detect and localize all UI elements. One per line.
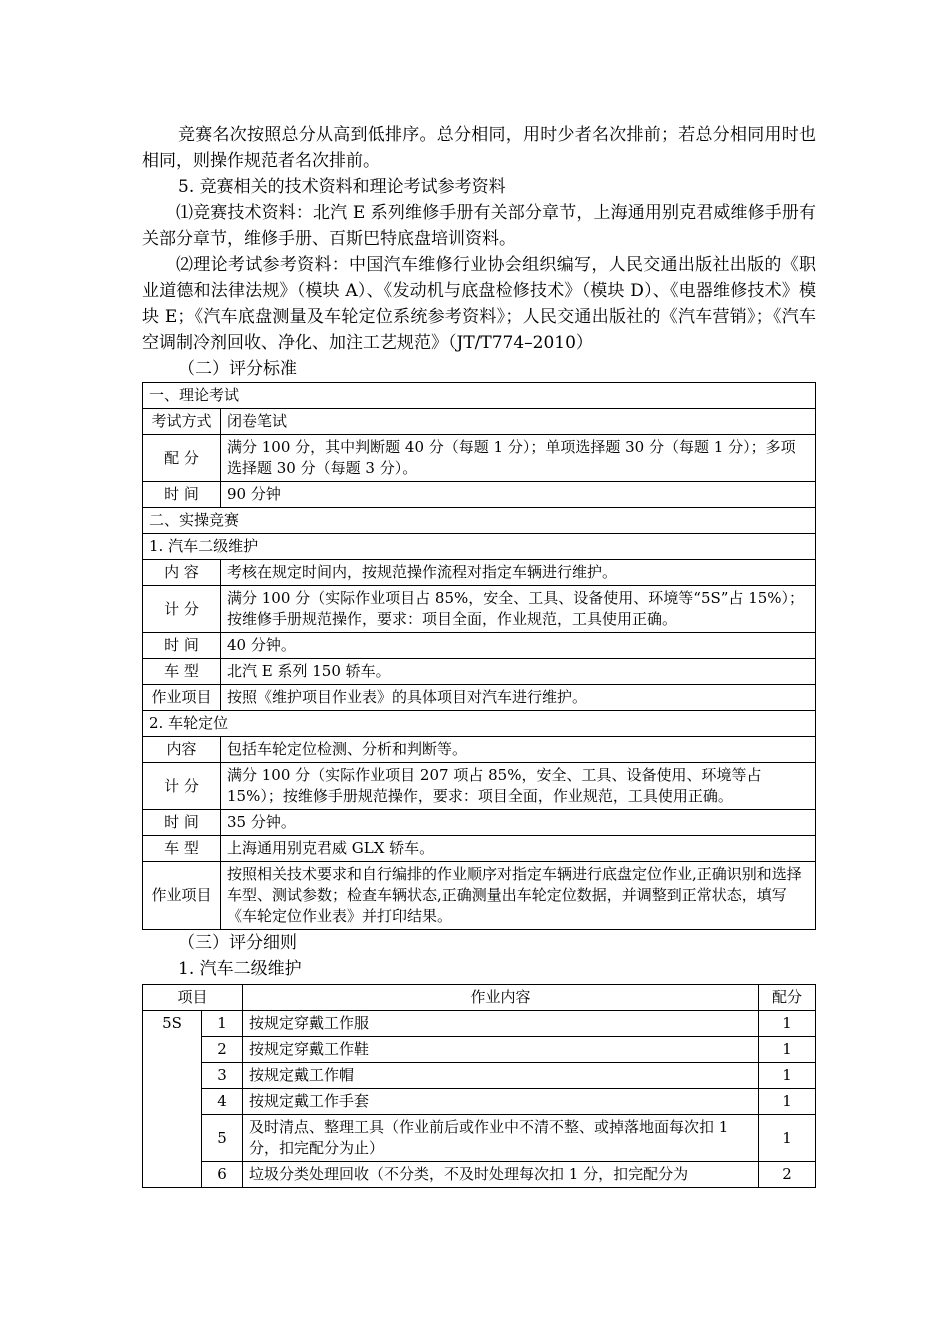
row-label: 内 容 [143, 560, 221, 586]
row-value: 北汽 E 系列 150 轿车。 [221, 659, 816, 685]
row-score: 1 [759, 1063, 816, 1089]
table-row [143, 383, 816, 409]
row-value: 90 分钟 [221, 482, 816, 508]
row-content: 及时清点、整理工具（作业前后或作业中不清不整、或掉落地面每次扣 1 分，扣完配分为止） [243, 1115, 759, 1162]
practice-section-header: 二、实操竞赛 [143, 508, 816, 534]
row-number: 2 [202, 1037, 243, 1063]
row-score: 1 [759, 1037, 816, 1063]
row-value: 35 分钟。 [221, 810, 816, 836]
table-row [143, 1162, 816, 1188]
header-content: 作业内容 [243, 985, 759, 1011]
table-row [143, 659, 816, 685]
row-score: 2 [759, 1162, 816, 1188]
row-value: 满分 100 分，其中判断题 40 分（每题 1 分）；单项选择题 30 分（每题 1 分）；多项选择题 30 分（每题 3 分）。 [221, 435, 816, 482]
row-score: 1 [759, 1089, 816, 1115]
table-row [143, 1011, 816, 1037]
table-row [143, 711, 816, 737]
table-row [143, 508, 816, 534]
table-row [143, 1063, 816, 1089]
row-label: 计 分 [143, 586, 221, 633]
scoring-details-subheading: 1. 汽车二级维护 [178, 959, 302, 979]
row-label: 计 分 [143, 763, 221, 810]
table-row [143, 763, 816, 810]
scoring-details-heading: （三）评分细则 [178, 933, 297, 953]
row-content: 按规定戴工作帽 [243, 1063, 759, 1089]
row-value: 包括车轮定位检测、分析和判断等。 [221, 737, 816, 763]
table-row [143, 435, 816, 482]
row-content: 垃圾分类处理回收（不分类，不及时处理每次扣 1 分，扣完配分为 [243, 1162, 759, 1188]
row-score: 1 [759, 1115, 816, 1162]
row-value: 上海通用别克君威 GLX 轿车。 [221, 836, 816, 862]
table-row [143, 1115, 816, 1162]
header-score: 配分 [759, 985, 816, 1011]
header-item: 项目 [143, 985, 243, 1011]
table-row [143, 560, 816, 586]
table-row [143, 633, 816, 659]
row-label: 时 间 [143, 633, 221, 659]
group-5s: 5S [143, 1011, 202, 1188]
row-number: 5 [202, 1115, 243, 1162]
maintenance-subsection-header: 1. 汽车二级维护 [143, 534, 816, 560]
row-value: 考核在规定时间内，按规范操作流程对指定车辆进行维护。 [221, 560, 816, 586]
row-label: 作业项目 [143, 862, 221, 930]
row-value: 按照相关技术要求和自行编排的作业顺序对指定车辆进行底盘定位作业,正确识别和选择车型、测试参数；检查车辆状态,正确测量出车轮定位数据，并调整到正常状态，填写《车轮定位作业表》并打印结果。 [221, 862, 816, 930]
table-row [143, 1037, 816, 1063]
scoring-standard-table [142, 382, 816, 930]
row-label: 时 间 [143, 810, 221, 836]
scoring-details-table [142, 984, 816, 1188]
table-row [143, 482, 816, 508]
table-row [143, 685, 816, 711]
row-number: 6 [202, 1162, 243, 1188]
row-value: 满分 100 分（实际作业项目占 85%，安全、工具、设备使用、环境等“5S”占 15%）；按维修手册规范操作，要求：项目全面，作业规范，工具使用正确。 [221, 586, 816, 633]
row-score: 1 [759, 1011, 816, 1037]
row-content: 按规定戴工作手套 [243, 1089, 759, 1115]
table-row [143, 409, 816, 435]
document-page [142, 122, 816, 1188]
table-row [143, 586, 816, 633]
table-row [143, 810, 816, 836]
row-value: 按照《维护项目作业表》的具体项目对汽车进行维护。 [221, 685, 816, 711]
row-content: 按规定穿戴工作鞋 [243, 1037, 759, 1063]
row-label: 内容 [143, 737, 221, 763]
theory-section-header: 一、理论考试 [143, 383, 816, 409]
row-label: 车 型 [143, 836, 221, 862]
theory-references-paragraph: ⑵理论考试参考资料：中国汽车维修行业协会组织编写，人民交通出版社出版的《职业道德和法律法规》（模块 A）、《发动机与底盘检修技术》（模块 D）、《电器维修技术》模块 E；《汽车底盘测量及车轮定位系统参考资料》；人民交通出版社的《汽车营销》；《汽车空调制冷剂回收、净化、加注工艺规范》（JT/T774–2010） [142, 255, 816, 353]
row-value: 40 分钟。 [221, 633, 816, 659]
tech-materials-paragraph: ⑴竞赛技术资料：北汽 E 系列维修手册有关部分章节，上海通用别克君威维修手册有关部分章节，维修手册、百斯巴特底盘培训资料。 [142, 203, 816, 249]
row-number: 3 [202, 1063, 243, 1089]
row-content: 按规定穿戴工作服 [243, 1011, 759, 1037]
row-label: 时 间 [143, 482, 221, 508]
table-row [143, 836, 816, 862]
scoring-standard-heading: （二）评分标准 [178, 359, 297, 379]
table-row [143, 862, 816, 930]
row-number: 4 [202, 1089, 243, 1115]
row-label: 配 分 [143, 435, 221, 482]
table-row [143, 534, 816, 560]
alignment-subsection-header: 2. 车轮定位 [143, 711, 816, 737]
ranking-paragraph: 竞赛名次按照总分从高到低排序。总分相同，用时少者名次排前；若总分相同用时也相同，则操作规范者名次排前。 [142, 125, 816, 171]
row-number: 1 [202, 1011, 243, 1037]
row-label: 考试方式 [143, 409, 221, 435]
row-label: 车 型 [143, 659, 221, 685]
table-header-row [143, 985, 816, 1011]
row-value: 满分 100 分（实际作业项目 207 项占 85%，安全、工具、设备使用、环境等占 15%）；按维修手册规范操作，要求：项目全面，作业规范，工具使用正确。 [221, 763, 816, 810]
row-value: 闭卷笔试 [221, 409, 816, 435]
table-row [143, 1089, 816, 1115]
section-5-heading: 5. 竞赛相关的技术资料和理论考试参考资料 [178, 177, 506, 197]
row-label: 作业项目 [143, 685, 221, 711]
table-row [143, 737, 816, 763]
